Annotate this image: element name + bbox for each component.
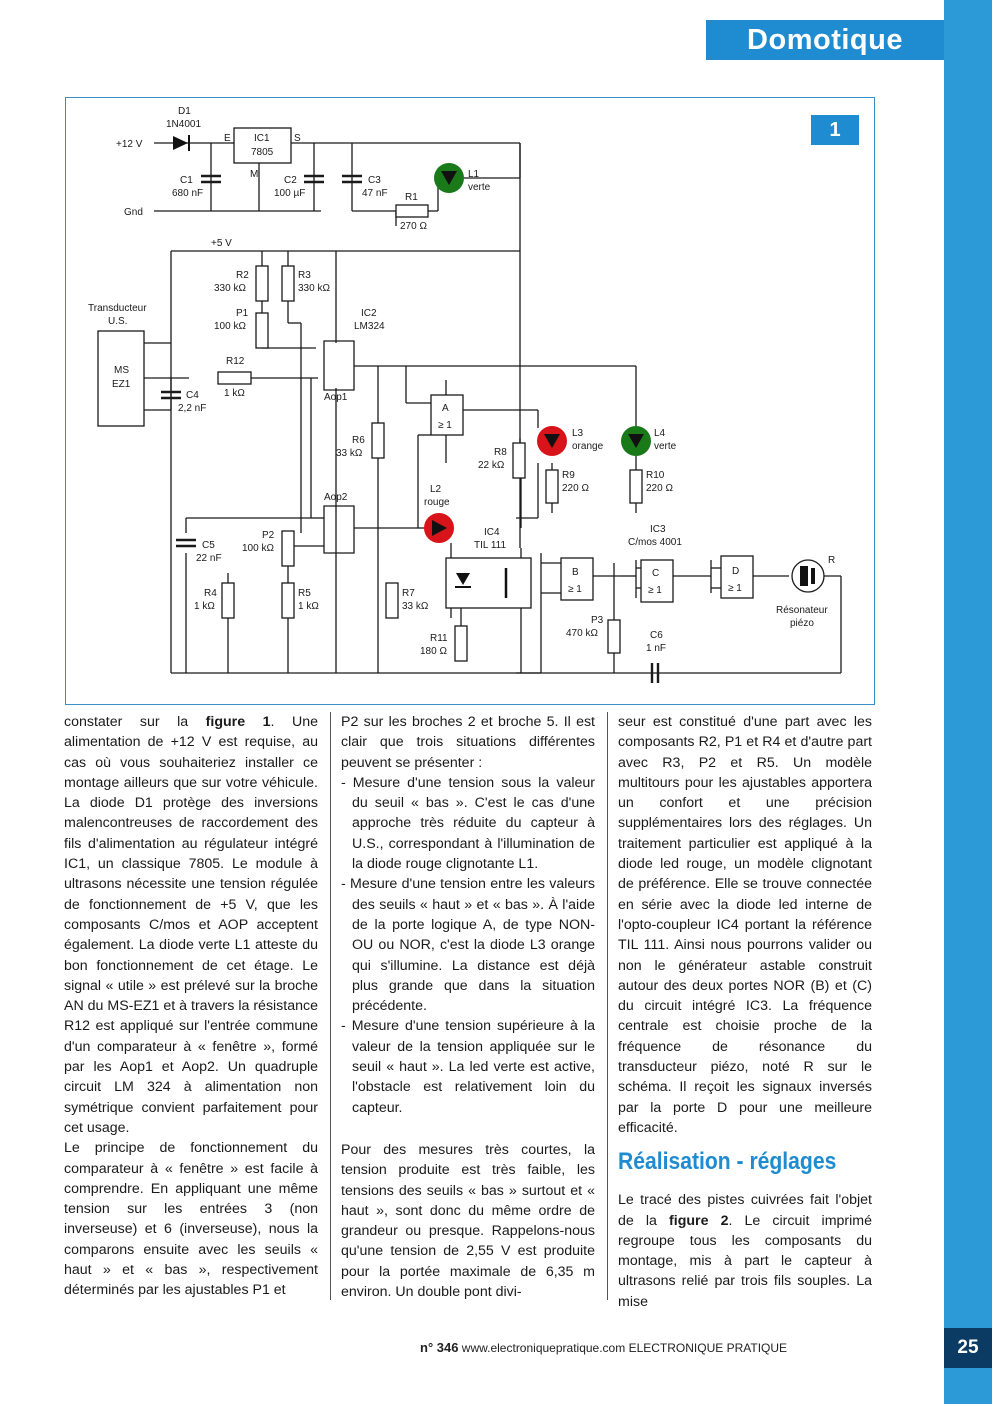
- section-title: Domotique: [706, 20, 944, 60]
- r12-value: 1 kΩ: [224, 388, 245, 399]
- r1-value: 270 Ω: [400, 221, 427, 232]
- c1-label: C1: [180, 175, 193, 186]
- r2-label: R2: [236, 270, 249, 281]
- r6-label: R6: [352, 435, 365, 446]
- figure-number: 1: [811, 115, 859, 145]
- ic1-ref: 7805: [251, 147, 274, 158]
- gate-a-label: A: [442, 403, 449, 414]
- circuit-schematic: [65, 97, 875, 705]
- p1-label: P1: [236, 308, 249, 319]
- issue-number: n° 346: [420, 1340, 459, 1355]
- d1-label: D1: [178, 106, 191, 117]
- list-item: - Mesure d'une tension sous la valeur du seuil « bas ». C'est le cas d'une approche très réduite du capteur à U.S., correspondant à l'illumination de la diode rouge clignotante L1.: [341, 774, 595, 873]
- l3-label: L3: [572, 428, 584, 439]
- d1-ref: 1N4001: [166, 119, 202, 130]
- ic2-label: IC2: [361, 308, 377, 319]
- website-link[interactable]: www.electroniquepratique.com: [461, 1341, 626, 1355]
- v12-label: +12 V: [116, 139, 143, 150]
- p2-label: P2: [262, 530, 275, 541]
- page-footer: [420, 1340, 787, 1355]
- p3-value: 470 kΩ: [566, 628, 598, 639]
- ic2-ref: LM324: [354, 321, 385, 332]
- p2-value: 100 kΩ: [242, 543, 274, 554]
- list-item: - Mesure d'une tension entre les valeurs des seuils « haut » et « bas ». À l'aide de la porte logique A, de type NON-OU ou NOR, c'est la diode L3 orange qui s'illumine. La distance est déjà plus grande que dans la situation précédente.: [341, 876, 595, 1015]
- c5-value: 22 nF: [196, 553, 222, 564]
- text-run: . Le circuit imprimé regroupe tous les composants du montage, mis à part le capteur à ultrasons relié par trois fils souples. La mise: [618, 1212, 873, 1310]
- gate-b-label: B: [572, 567, 579, 578]
- schematic-drawing: [66, 98, 874, 704]
- paragraph: P2 sur les broches 2 et broche 5. Il est clair que trois situations différentes peuvent se présenter :: [341, 714, 595, 771]
- r12-label: R12: [226, 356, 245, 367]
- resonator-label-2: piézo: [790, 618, 814, 629]
- gate-a-type: ≥ 1: [438, 420, 452, 431]
- c1-value: 680 nF: [172, 188, 204, 199]
- r7-value: 33 kΩ: [402, 601, 429, 612]
- p3-label: P3: [591, 615, 604, 626]
- aop1-label: Aop1: [324, 392, 348, 403]
- text-column-1: [64, 712, 318, 1301]
- paragraph: Le principe de fonctionnement du comparateur à « fenêtre » est facile à comprendre. En appliquant une même tension sur les entrées 3 (non inverseuse) et 6 (inverseuse), nous la comparons ensuite avec les seuils « haut » et « bas », respectivement déterminés par les ajustables P1 et: [64, 1140, 318, 1299]
- module-label-ms: MS: [114, 365, 129, 376]
- c2-label: C2: [284, 175, 297, 186]
- ic1-pin-e: E: [224, 133, 231, 144]
- aop2-label: Aop2: [324, 492, 348, 503]
- ic1-pin-s: S: [294, 133, 301, 144]
- gate-d-type: ≥ 1: [728, 583, 742, 594]
- ic3-ref: C/mos 4001: [628, 537, 682, 548]
- c5-label: C5: [202, 540, 215, 551]
- resonator-ref: R: [828, 555, 836, 566]
- l2-colour: rouge: [424, 497, 450, 508]
- r10-label: R10: [646, 470, 665, 481]
- r3-value: 330 kΩ: [298, 283, 330, 294]
- module-label-ez1: EZ1: [112, 379, 131, 390]
- page-number: 25: [944, 1328, 992, 1368]
- l2-label: L2: [430, 484, 442, 495]
- v5-label: +5 V: [211, 238, 232, 249]
- r7-label: R7: [402, 588, 415, 599]
- r11-label: R11: [430, 633, 448, 644]
- r4-label: R4: [204, 588, 217, 599]
- r11-value: 180 Ω: [420, 646, 447, 657]
- l1-label: L1: [468, 169, 480, 180]
- paragraph: [618, 1190, 872, 1312]
- gate-c-label: C: [652, 568, 660, 579]
- resonator-label: Résonateur: [776, 605, 828, 616]
- text-run: . Une alimentation de +12 V est requise, au cas où vous souhaiteriez installer ce montage ailleurs que sur votre véhicule. La diode D1 protège des inversions malencontreuses de raccordement des fils d'alimentation au régulateur intégré IC1, un classique 7805. Le module à ultrasons nécessite une tension régulée de fonctionnement de +5 V, que les composants C/mos et AOP acceptent également. La diode verte L1 atteste du bon fonctionnement de cet étage. Le signal « utile » est prélevé sur la broche AN du MS-EZ1 et à travers la résistance R12 est appliqué sur l'entrée commune d'un comparateur à « fenêtre », formé par les Aop1 et Aop2. Un quadruple circuit LM 324 à alimentation non symétrique convient parfaitement pour cet usage.: [64, 714, 318, 1136]
- section-heading: Réalisation - réglages: [618, 1148, 837, 1176]
- r6-value: 33 kΩ: [336, 448, 363, 459]
- ic4-label: IC4: [484, 527, 500, 538]
- ic1-pin-m: M: [250, 169, 259, 180]
- gate-b-type: ≥ 1: [568, 584, 582, 595]
- gnd-label: Gnd: [124, 207, 143, 218]
- r10-value: 220 Ω: [646, 483, 673, 494]
- r8-value: 22 kΩ: [478, 460, 505, 471]
- c3-label: C3: [368, 175, 381, 186]
- page-edge-stripe: [944, 0, 992, 1404]
- l1-colour: verte: [468, 182, 491, 193]
- transducer-label: Transducteur: [88, 303, 147, 314]
- r5-label: R5: [298, 588, 311, 599]
- l3-colour: orange: [572, 441, 604, 452]
- r9-label: R9: [562, 470, 575, 481]
- r9-value: 220 Ω: [562, 483, 589, 494]
- gate-c-type: ≥ 1: [648, 585, 662, 596]
- r5-value: 1 kΩ: [298, 601, 319, 612]
- ic4-ref: TIL 111: [474, 540, 507, 551]
- l4-label: L4: [654, 428, 666, 439]
- p1-value: 100 kΩ: [214, 321, 246, 332]
- ic3-label: IC3: [650, 524, 666, 535]
- gate-d-label: D: [732, 566, 740, 577]
- text-run: constater sur la: [64, 714, 206, 730]
- figure-reference: figure 1: [205, 714, 271, 730]
- figure-reference: figure 2: [669, 1212, 729, 1229]
- c6-value: 1 nF: [646, 643, 667, 654]
- text-column-2: [341, 712, 595, 1302]
- column-divider: [330, 712, 331, 1300]
- c2-value: 100 µF: [274, 188, 306, 199]
- r3-label: R3: [298, 270, 311, 281]
- c6-label: C6: [650, 630, 663, 641]
- r8-label: R8: [494, 447, 507, 458]
- transducer-label-2: U.S.: [108, 316, 128, 327]
- column-divider: [607, 712, 608, 1300]
- r4-value: 1 kΩ: [194, 601, 215, 612]
- l4-colour: verte: [654, 441, 677, 452]
- c4-value: 2,2 nF: [178, 403, 207, 414]
- text-run: Le tracé des pistes cuivrées fait l'objet de la: [618, 1192, 872, 1229]
- text-column-3: [618, 712, 872, 1312]
- r1-label: R1: [405, 192, 418, 203]
- ic1-label: IC1: [254, 133, 270, 144]
- r2-value: 330 kΩ: [214, 283, 246, 294]
- paragraph: [64, 712, 318, 1138]
- paragraph: Pour des mesures très courtes, la tension produite est très faible, les tensions des seuils « bas » surtout et « haut », sont donc du même ordre de grandeur ou presque. Rappelons-nous qu'une tension de 2,55 V est produite pour la portée maximale de 6,35 m environ. Un double pont divi-: [341, 1141, 595, 1301]
- paragraph: seur est constitué d'une part avec les composants R2, P1 et R4 et d'autre part avec R3, P2 et R5. Un modèle multitours pour les ajustables apportera un confort et une précision supplémentaires lors des réglages. Un traitement particulier est appliqué à la diode led rouge, un modèle clignotant de préférence. Elle se trouve connectée en série avec la diode led interne de l'opto-coupleur IC4 portant la référence TIL 111. Ainsi nous pourrons valider ou non le générateur astable construit autour des deux portes NOR (B) et (C) du circuit intégré IC3. La fréquence centrale est choisie proche de la fréquence de résonance du transducteur piézo, noté R sur le schéma. Il reçoit les signaux inversés par la porte D pour une meilleure efficacité.: [618, 714, 872, 1136]
- c4-label: C4: [186, 390, 199, 401]
- list-item: - Mesure d'une tension supérieure à la valeur de la tension appliquée sur le seuil « haut ». La led verte est active, l'obstacle est relativement loin du capteur.: [341, 1018, 595, 1116]
- c3-value: 47 nF: [362, 188, 388, 199]
- magazine-name: ELECTRONIQUE PRATIQUE: [628, 1341, 788, 1355]
